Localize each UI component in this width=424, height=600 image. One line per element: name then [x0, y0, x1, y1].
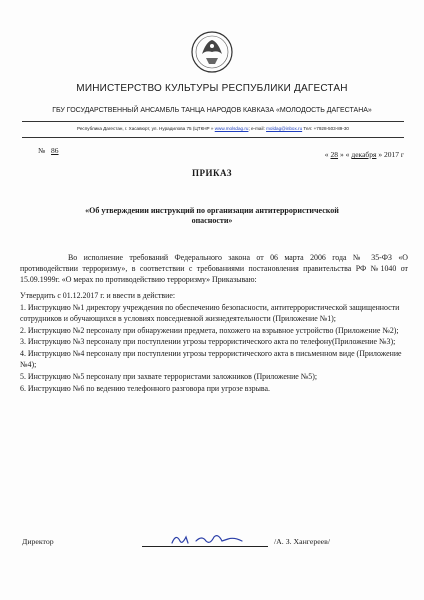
signature-block — [22, 535, 404, 555]
handwritten-signature — [162, 529, 252, 549]
order-date-day: 28 — [330, 150, 339, 159]
list-item: 3. Инструкцию №3 персоналу при поступлении угрозы террористического акта по телефону(Приложение №3); — [20, 337, 396, 347]
order-number-label: № — [38, 146, 46, 155]
order-number-value: 86 — [51, 146, 59, 155]
signatory-name: /А. З. Хангереев/ — [274, 537, 330, 546]
document-subject: «Об утверждении инструкций по организации антитеррористической опасности» — [85, 206, 339, 225]
organization-name: ГБУ ГОСУДАРСТВЕННЫЙ АНСАМБЛЬ ТАНЦА НАРОДОВ КАВКАЗА «МОЛОДОСТЬ ДАГЕСТАНА» — [52, 107, 372, 114]
phone-text: Тел: +7928-503-89-30 — [302, 126, 349, 131]
document-title: ПРИКАЗ — [191, 168, 233, 178]
list-item: 2. Инструкцию №2 персоналу при обнаружении предмета, похожего на взрывное устройство (Приложение №2); — [20, 325, 399, 335]
website-link[interactable]: www.molsdag.ru — [214, 126, 249, 131]
intro-paragraph: Во исполнение требований Федерального закона от 06 марта 2006 года № 35-ФЗ «О противодействии терроризму», в соответствии с требованиями постановления правительства РФ №1040 от 15.09.1999г. «О мерах по противодействию терроризму» Приказываю: — [20, 253, 408, 284]
email-link[interactable]: moldag@inbox.ru — [266, 126, 303, 131]
list-item: 6. Инструкцию №6 по ведению телефонного разговора при угрозе взрыва. — [20, 383, 270, 393]
instruction-list — [20, 290, 408, 394]
address-text: Республика Дагестан, г. Хасавюрт, ул. Нурадилова 75 (ЦТКНР » — [77, 126, 215, 131]
signatory-position: Директор — [22, 537, 54, 546]
order-number — [38, 146, 59, 155]
order-date-month: декабря — [351, 150, 377, 159]
header-divider-bottom — [22, 137, 404, 138]
ministry-name: МИНИСТЕРСТВО КУЛЬТУРЫ РЕСПУБЛИКИ ДАГЕСТАН — [76, 83, 348, 94]
organization-address — [22, 126, 404, 131]
header-divider-top — [22, 121, 404, 122]
coat-of-arms-emblem — [188, 28, 236, 76]
approve-line: Утвердить с 01.12.2017 г. и ввести в действие: — [20, 291, 176, 300]
list-item: 5. Инструкцию №5 персоналу при захвате террористами заложников (Приложение №5); — [20, 371, 318, 381]
list-item: 1. Инструкцию №1 директору учреждения по обеспечению безопасности, антитеррористической защищенности сотрудников и обучающихся в условиях повседневной жизнедеятельности (Приложение №1); — [20, 302, 400, 323]
order-date: « 28 » « декабря » 2017 г — [324, 150, 404, 159]
list-item: 4. Инструкцию №4 персоналу при поступлении угрозы террористического акта в письменном виде (Приложение №4); — [20, 349, 402, 370]
email-label: ; e-mail: — [248, 126, 267, 131]
order-date-year: 2017 г — [384, 150, 404, 159]
